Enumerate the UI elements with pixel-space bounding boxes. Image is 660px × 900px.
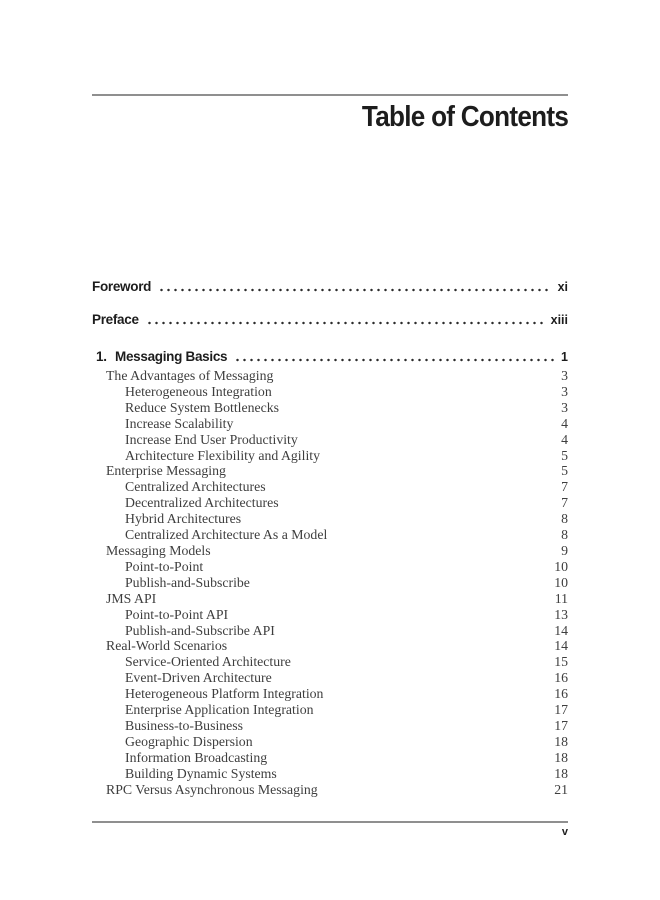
toc-entry-row bbox=[92, 400, 568, 416]
toc-entry-page-number: 21 bbox=[554, 781, 568, 797]
toc-entry-title: Publish-and-Subscribe API bbox=[125, 622, 275, 638]
toc-entry-title: Heterogeneous Platform Integration bbox=[125, 686, 324, 702]
toc-entry-row bbox=[92, 448, 568, 464]
front-matter-row bbox=[92, 279, 568, 295]
toc-entry-page-number: 3 bbox=[561, 368, 568, 383]
toc-entry-title: Enterprise Application Integration bbox=[125, 702, 314, 718]
page-title: Table of Contents bbox=[361, 101, 568, 133]
chapter-heading-row bbox=[92, 349, 568, 365]
toc-entry-title: Event-Driven Architecture bbox=[125, 670, 272, 686]
toc-entry-row bbox=[92, 432, 568, 448]
toc-entry-row bbox=[92, 384, 568, 400]
footer-rule bbox=[92, 821, 568, 823]
toc-entry-page-number: 17 bbox=[554, 702, 568, 718]
toc-entry-page-number: 4 bbox=[561, 431, 568, 447]
toc-entry-page-number: 13 bbox=[554, 606, 568, 622]
toc-entry-title: Building Dynamic Systems bbox=[125, 765, 277, 781]
toc-entry-title: The Advantages of Messaging bbox=[106, 368, 274, 383]
toc-entry-page-number: 14 bbox=[554, 622, 568, 638]
toc-entry-row bbox=[92, 543, 568, 559]
chapter-title: Messaging Basics bbox=[115, 349, 228, 364]
toc-entry-title: Point-to-Point bbox=[125, 558, 204, 574]
toc-entry-row bbox=[92, 734, 568, 750]
toc-entry-title: Enterprise Messaging bbox=[106, 463, 226, 479]
toc-entry-page-number: 18 bbox=[554, 765, 568, 781]
section-entries bbox=[92, 368, 568, 797]
toc-entry-row bbox=[92, 654, 568, 670]
front-matter-label: Preface bbox=[92, 312, 139, 327]
toc-entry-page-number: 16 bbox=[554, 686, 568, 702]
toc-entry-title: Information Broadcasting bbox=[125, 749, 268, 765]
toc-entry-title: Hybrid Architectures bbox=[125, 511, 242, 527]
toc-entry-page-number: 3 bbox=[561, 399, 568, 415]
toc-entry-title: Point-to-Point API bbox=[125, 606, 229, 622]
front-matter-section bbox=[92, 279, 568, 328]
folio-page-number: v bbox=[561, 826, 568, 838]
toc-entry-row bbox=[92, 638, 568, 654]
toc-entry-title: RPC Versus Asynchronous Messaging bbox=[106, 781, 318, 797]
toc-entry-title: Geographic Dispersion bbox=[125, 733, 253, 749]
toc-entry-page-number: 5 bbox=[561, 447, 568, 463]
dot-leader bbox=[158, 288, 551, 292]
toc-entry-row bbox=[92, 718, 568, 734]
chapter-page-number: 1 bbox=[561, 350, 568, 364]
dot-leader bbox=[234, 358, 555, 362]
toc-entry-row bbox=[92, 607, 568, 623]
toc-entry-row bbox=[92, 559, 568, 575]
toc-entry-title: Increase Scalability bbox=[125, 415, 234, 431]
front-matter-page-number: xi bbox=[557, 280, 568, 294]
toc-entry-title: Centralized Architectures bbox=[125, 479, 266, 495]
front-matter-label: Foreword bbox=[92, 279, 152, 294]
toc-entry-page-number: 7 bbox=[561, 479, 568, 495]
front-matter-row bbox=[92, 312, 568, 328]
toc-entry-page-number: 3 bbox=[561, 383, 568, 399]
toc-entry-title: Messaging Models bbox=[106, 542, 211, 558]
toc-entry-row bbox=[92, 750, 568, 766]
toc-entry-row bbox=[92, 623, 568, 639]
toc-entry-title: Increase End User Productivity bbox=[125, 431, 298, 447]
dot-leader bbox=[146, 321, 545, 325]
toc-entry-page-number: 4 bbox=[561, 415, 568, 431]
toc-list bbox=[92, 279, 568, 797]
toc-entry-page-number: 5 bbox=[561, 463, 568, 479]
toc-entry-title: Service-Oriented Architecture bbox=[125, 654, 291, 670]
toc-entry-row bbox=[92, 463, 568, 479]
toc-entry-title: Architecture Flexibility and Agility bbox=[125, 447, 321, 463]
toc-entry-row bbox=[92, 479, 568, 495]
toc-entry-row bbox=[92, 686, 568, 702]
toc-entry-row bbox=[92, 416, 568, 432]
toc-entry-page-number: 16 bbox=[554, 670, 568, 686]
toc-entry-title: Business-to-Business bbox=[125, 717, 244, 733]
toc-entry-page-number: 18 bbox=[554, 733, 568, 749]
toc-entry-page-number: 9 bbox=[561, 542, 568, 558]
toc-entry-page-number: 15 bbox=[554, 654, 568, 670]
toc-entry-page-number: 11 bbox=[554, 590, 568, 606]
toc-entry-row bbox=[92, 368, 568, 384]
chapter-number: 1. bbox=[96, 349, 107, 364]
toc-entry-row bbox=[92, 782, 568, 798]
toc-entry-page-number: 17 bbox=[554, 717, 568, 733]
toc-entry-title: Heterogeneous Integration bbox=[125, 383, 272, 399]
toc-entry-page-number: 7 bbox=[561, 495, 568, 511]
toc-entry-page-number: 8 bbox=[561, 511, 568, 527]
toc-entry-row bbox=[92, 591, 568, 607]
toc-entry-row bbox=[92, 511, 568, 527]
toc-entry-row bbox=[92, 702, 568, 718]
toc-entry-title: Centralized Architecture As a Model bbox=[125, 527, 328, 543]
toc-entry-page-number: 10 bbox=[554, 574, 568, 590]
toc-entry-page-number: 18 bbox=[554, 749, 568, 765]
front-matter-page-number: xiii bbox=[550, 313, 568, 327]
toc-entry-page-number: 10 bbox=[554, 558, 568, 574]
toc-entry-row bbox=[92, 670, 568, 686]
toc-entry-page-number: 14 bbox=[554, 638, 568, 654]
toc-entry-row bbox=[92, 495, 568, 511]
toc-entry-title: JMS API bbox=[106, 590, 157, 606]
toc-entry-title: Decentralized Architectures bbox=[125, 495, 279, 511]
toc-entry-title: Publish-and-Subscribe bbox=[125, 574, 250, 590]
toc-entry-title: Reduce System Bottlenecks bbox=[125, 399, 280, 415]
header-rule bbox=[92, 94, 568, 96]
toc-entry-page-number: 8 bbox=[561, 527, 568, 543]
toc-entry-row bbox=[92, 527, 568, 543]
toc-entry-row bbox=[92, 766, 568, 782]
toc-entry-title: Real-World Scenarios bbox=[106, 638, 228, 654]
toc-entry-row bbox=[92, 575, 568, 591]
